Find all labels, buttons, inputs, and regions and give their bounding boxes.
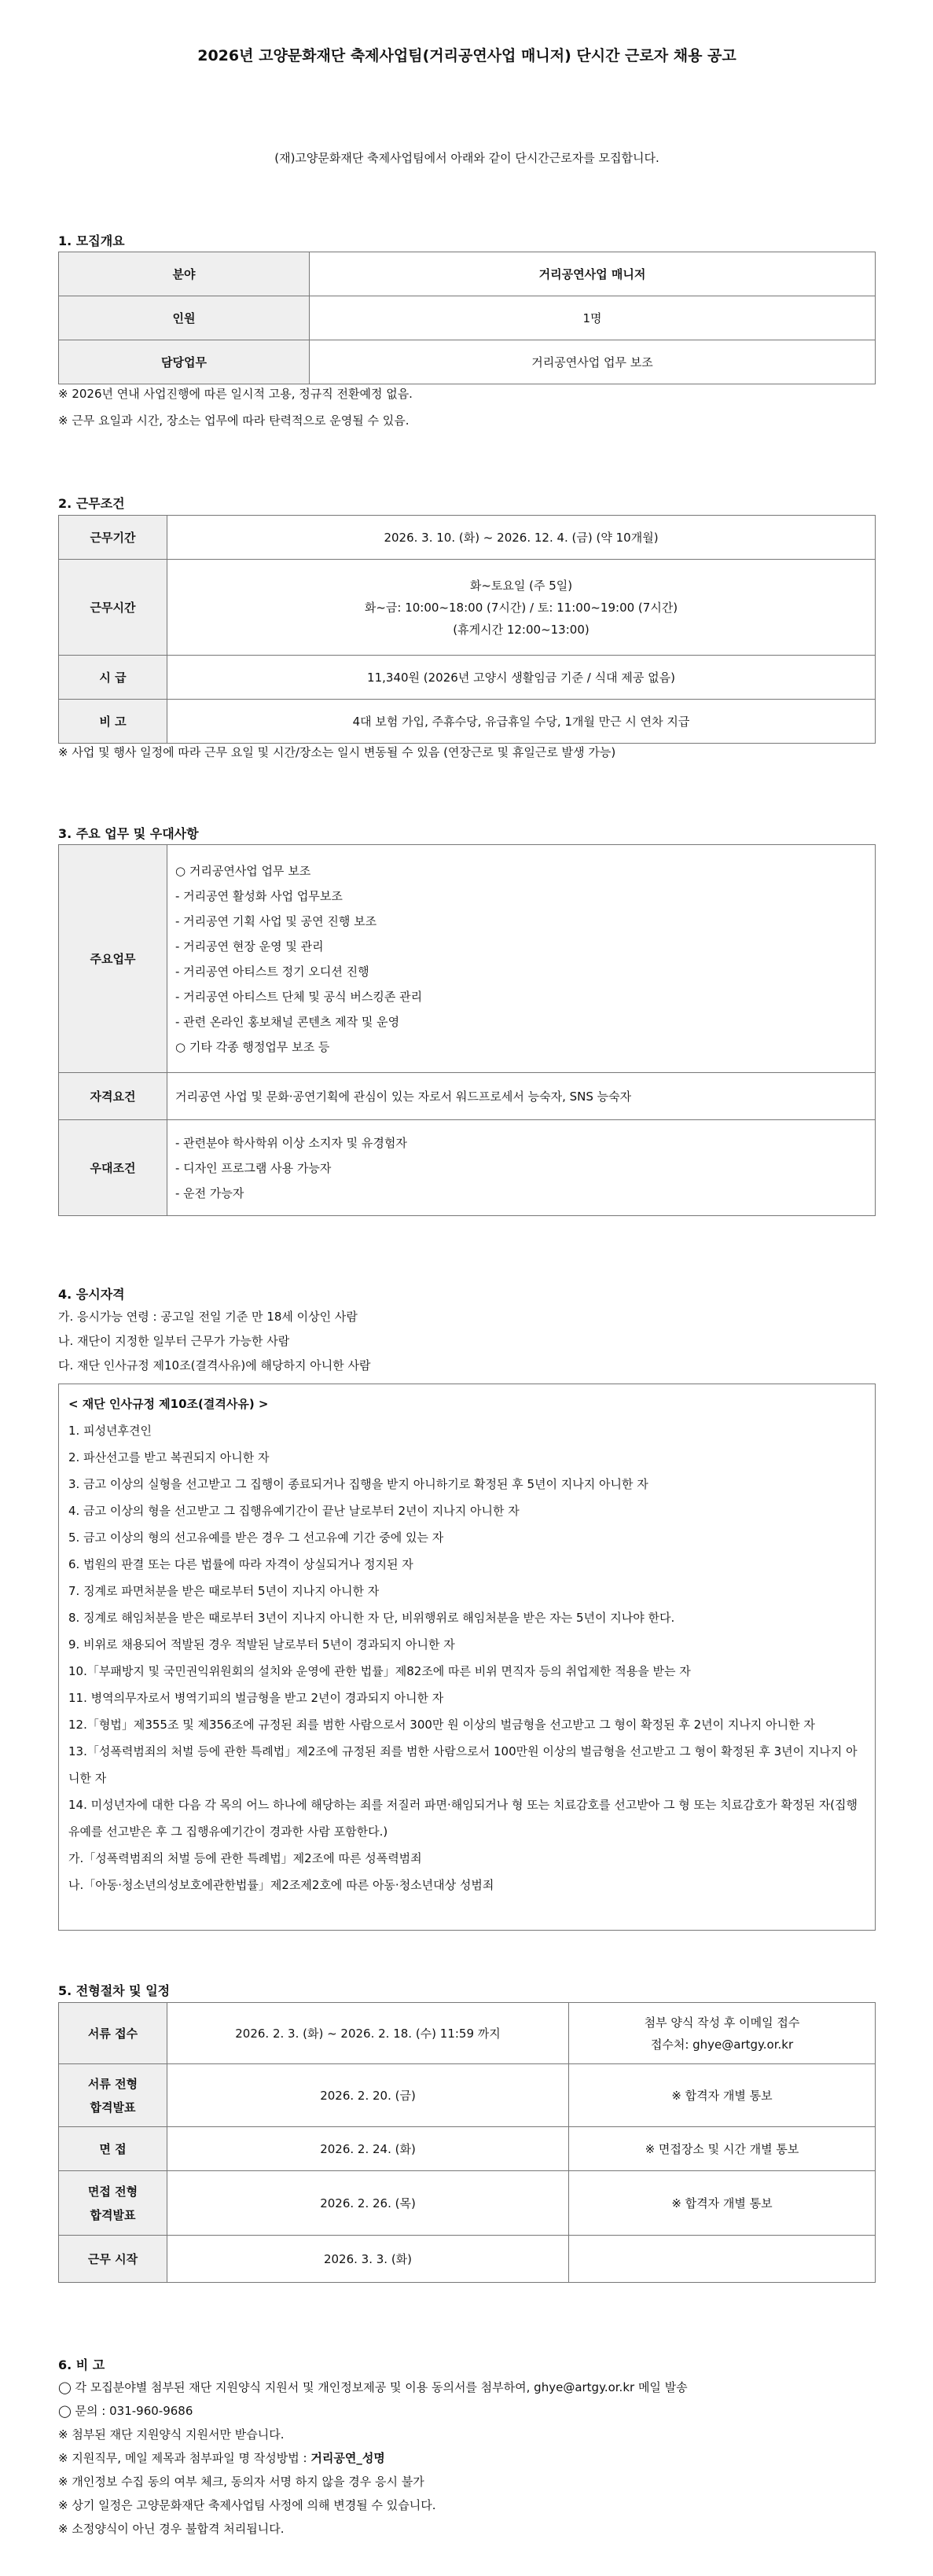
schedule-step-label: 면접 전형 bbox=[87, 2184, 138, 2199]
main-duty-list bbox=[167, 845, 876, 1073]
disqualification-item: 10.「부패방지 및 국민권익위원회의 설치와 운영에 관한 법률」제82조에 따른 비위 면직자 등의 취업제한 적용을 받는 자 bbox=[68, 1664, 691, 1678]
preference-list bbox=[167, 1120, 876, 1216]
disqualification-item: 13.「성폭력범죄의 처벌 등에 관한 특례법」제2조에 규정된 죄를 범한 사람으로서 100만원 이상의 벌금형을 선고받고 그 형이 확정된 후 3년이 지나지 아니한 자 bbox=[68, 1744, 858, 1785]
subject-format-value: 거리공연_성명 bbox=[310, 2451, 385, 2465]
disqualification-title: < 재단 인사규정 제10조(결격사유) > bbox=[68, 1397, 269, 1411]
duty-item: - 거리공연 현장 운영 및 관리 bbox=[175, 939, 324, 954]
eligibility-item: 나. 재단이 지정한 일부터 근무가 가능한 사람 bbox=[58, 1334, 290, 1348]
preference-item: - 관련분야 학사학위 이상 소지자 및 유경험자 bbox=[175, 1135, 407, 1150]
period-label: 근무기간 bbox=[59, 516, 167, 560]
schedule-note bbox=[569, 2171, 876, 2236]
preference-item: - 운전 가능자 bbox=[175, 1185, 244, 1200]
section-2-note: ※ 사업 및 행사 일정에 따라 근무 요일 및 시간/장소는 일시 변동될 수 있음 (연장근로 및 휴일근로 발생 가능) bbox=[58, 745, 616, 759]
schedule-date: 2026. 2. 3. (화) ~ 2026. 2. 18. (수) 11:59 까지 bbox=[167, 2003, 569, 2064]
remark-item: ※ 상기 일정은 고양문화재단 축제사업팀 사정에 의해 변경될 수 있습니다. bbox=[58, 2498, 436, 2512]
preference-label: 우대조건 bbox=[59, 1120, 167, 1216]
schedule-step-label: 합격발표 bbox=[90, 2100, 136, 2115]
eligibility-item: 가. 응시가능 연령 : 공고일 전일 기준 만 18세 이상인 사람 bbox=[58, 1310, 358, 1324]
headcount-label: 인원 bbox=[59, 296, 310, 340]
hours-value bbox=[167, 560, 876, 656]
duty-item: - 거리공연 아티스트 정기 오디션 진행 bbox=[175, 964, 369, 979]
schedule-note bbox=[569, 2003, 876, 2064]
schedule-note-line: 접수처: ghye@artgy.or.kr bbox=[650, 2037, 794, 2052]
section-6-heading: 6. 비 고 bbox=[58, 2357, 105, 2372]
disqualification-item: 나.「아동·청소년의성보호에관한법률」제2조제2호에 따른 아동·청소년대상 성범죄 bbox=[68, 1878, 494, 1892]
eligibility-item: 다. 재단 인사규정 제10조(결격사유)에 해당하지 아니한 사람 bbox=[58, 1358, 371, 1373]
disqualification-box bbox=[58, 1384, 876, 1931]
hours-label: 근무시간 bbox=[59, 560, 167, 656]
remark-item: ※ 첨부된 재단 지원양식 지원서만 받습니다. bbox=[58, 2427, 285, 2442]
disqualification-item: 6. 법원의 판결 또는 다른 법률에 따라 자격이 상실되거나 정지된 자 bbox=[68, 1557, 413, 1571]
hours-line: 화~금: 10:00~18:00 (7시간) / 토: 11:00~19:00 (7시간) bbox=[364, 600, 678, 615]
headcount-value: 1명 bbox=[310, 296, 876, 340]
wage-value: 11,340원 (2026년 고양시 생활임금 기준 / 식대 제공 없음) bbox=[167, 656, 876, 700]
schedule-note bbox=[569, 2236, 876, 2283]
section-3-heading: 3. 주요 업무 및 우대사항 bbox=[58, 826, 199, 841]
disqualification-item: 4. 금고 이상의 형을 선고받고 그 집행유예기간이 끝난 날로부터 2년이 지나지 아니한 자 bbox=[68, 1504, 520, 1518]
duty-item: ○ 거리공연사업 업무 보조 bbox=[175, 863, 311, 878]
section-4-heading: 4. 응시자격 bbox=[58, 1287, 125, 1302]
field-value: 거리공연사업 매니저 bbox=[310, 252, 876, 296]
remarks-list bbox=[58, 2376, 688, 2541]
schedule-step-label: 면 접 bbox=[99, 2142, 127, 2156]
schedule-step-label: 서류 전형 bbox=[87, 2076, 138, 2091]
schedule-note-line: ※ 면접장소 및 시간 개별 통보 bbox=[645, 2142, 799, 2156]
schedule-note bbox=[569, 2127, 876, 2171]
recruit-overview-table bbox=[58, 252, 876, 384]
wage-label: 시 급 bbox=[59, 656, 167, 700]
subject-format-prefix: ※ 지원직무, 메일 제목과 첨부파일 명 작성방법 : bbox=[58, 2451, 311, 2465]
page-title: 2026년 고양문화재단 축제사업팀(거리공연사업 매니저) 단시간 근로자 채용 공고 bbox=[197, 47, 736, 64]
hours-line: 화~토요일 (주 5일) bbox=[469, 578, 573, 593]
field-label: 분야 bbox=[59, 252, 310, 296]
etc-value: 4대 보험 가입, 주휴수당, 유급휴일 수당, 1개월 만근 시 연차 지급 bbox=[167, 700, 876, 744]
remark-item bbox=[58, 2446, 688, 2470]
schedule-note bbox=[569, 2064, 876, 2127]
intro-text: (재)고양문화재단 축제사업팀에서 아래와 같이 단시간근로자를 모집합니다. bbox=[274, 151, 659, 165]
remark-item: ※ 개인정보 수집 동의 여부 체크, 동의자 서명 하지 않을 경우 응시 불가 bbox=[58, 2475, 424, 2489]
schedule-step bbox=[59, 2064, 167, 2127]
schedule-date: 2026. 2. 24. (화) bbox=[167, 2127, 569, 2171]
remark-item: ◯ 문의 : 031-960-9686 bbox=[58, 2404, 193, 2418]
schedule-step bbox=[59, 2171, 167, 2236]
duty-item: ○ 기타 각종 행정업무 보조 등 bbox=[175, 1039, 330, 1054]
qualification-label: 자격요건 bbox=[59, 1073, 167, 1120]
schedule-date: 2026. 2. 20. (금) bbox=[167, 2064, 569, 2127]
note-line: ※ 2026년 연내 사업진행에 따른 일시적 고용, 정규직 전환예정 없음. bbox=[58, 387, 413, 401]
schedule-step bbox=[59, 2003, 167, 2064]
qualification-value: 거리공연 사업 및 문화·공연기획에 관심이 있는 자로서 워드프로세서 능숙자, SNS 능숙자 bbox=[167, 1073, 876, 1120]
disqualification-item: 11. 병역의무자로서 병역기피의 벌금형을 받고 2년이 경과되지 아니한 자 bbox=[68, 1691, 444, 1705]
period-value: 2026. 3. 10. (화) ~ 2026. 12. 4. (금) (약 10개월) bbox=[167, 516, 876, 560]
note-line: ※ 근무 요일과 시간, 장소는 업무에 따라 탄력적으로 운영될 수 있음. bbox=[58, 413, 410, 428]
schedule-step-label: 근무 시작 bbox=[87, 2252, 138, 2266]
disqualification-item: 8. 징계로 해임처분을 받은 때로부터 3년이 지나지 아니한 자 단, 비위행위로 해임처분을 받은 자는 5년이 지나야 한다. bbox=[68, 1611, 675, 1625]
section-1-heading: 1. 모집개요 bbox=[58, 233, 125, 248]
schedule-step-label: 합격발표 bbox=[90, 2207, 136, 2222]
schedule-note-line: 첨부 양식 작성 후 이메일 접수 bbox=[644, 2015, 800, 2030]
duty-item: - 거리공연 아티스트 단체 및 공식 버스킹존 관리 bbox=[175, 989, 423, 1004]
main-duty-label: 주요업무 bbox=[59, 845, 167, 1073]
schedule-date: 2026. 2. 26. (목) bbox=[167, 2171, 569, 2236]
schedule-step-label: 서류 접수 bbox=[87, 2026, 138, 2041]
disqualification-item: 12.「형법」제355조 및 제356조에 규정된 죄를 범한 사람으로서 300만 원 이상의 벌금형을 선고받고 그 형이 확정된 후 2년이 지나지 아니한 자 bbox=[68, 1718, 815, 1732]
duty-item: - 거리공연 기획 사업 및 공연 진행 보조 bbox=[175, 913, 377, 928]
schedule-note-line: ※ 합격자 개별 통보 bbox=[671, 2089, 773, 2103]
duty-item: - 거리공연 활성화 사업 업무보조 bbox=[175, 888, 343, 903]
section-1-notes bbox=[58, 385, 413, 430]
disqualification-item: 7. 징계로 파면처분을 받은 때로부터 5년이 지나지 아니한 자 bbox=[68, 1584, 380, 1598]
duty-item: - 관련 온라인 홍보채널 콘텐츠 제작 및 운영 bbox=[175, 1014, 400, 1029]
duties-table bbox=[58, 844, 876, 1216]
disqualification-item: 1. 피성년후견인 bbox=[68, 1424, 152, 1438]
schedule-note-line: ※ 합격자 개별 통보 bbox=[671, 2196, 773, 2210]
disqualification-item: 14. 미성년자에 대한 다음 각 목의 어느 하나에 해당하는 죄를 저질러 파면·해임되거나 형 또는 치료감호를 선고받아 그 형 또는 치료감호가 확정된 자(집행유예를 선고받은 후 그 집행유예기간이 경과한 사람 포함한다.) bbox=[68, 1798, 858, 1839]
etc-label: 비 고 bbox=[59, 700, 167, 744]
disqualification-item: 가.「성폭력범죄의 처벌 등에 관한 특례법」제2조에 따른 성폭력범죄 bbox=[68, 1851, 422, 1865]
disqualification-item: 2. 파산선고를 받고 복권되지 아니한 자 bbox=[68, 1450, 270, 1464]
duty-value: 거리공연사업 업무 보조 bbox=[310, 340, 876, 384]
preference-item: - 디자인 프로그램 사용 가능자 bbox=[175, 1160, 332, 1175]
schedule-step bbox=[59, 2127, 167, 2171]
disqualification-item: 5. 금고 이상의 형의 선고유예를 받은 경우 그 선고유예 기간 중에 있는 자 bbox=[68, 1531, 444, 1545]
work-conditions-table bbox=[58, 515, 876, 744]
schedule-date: 2026. 3. 3. (화) bbox=[167, 2236, 569, 2283]
disqualification-item: 3. 금고 이상의 실형을 선고받고 그 집행이 종료되거나 집행을 받지 아니하기로 확정된 후 5년이 지나지 아니한 자 bbox=[68, 1477, 648, 1491]
schedule-table bbox=[58, 2002, 876, 2283]
disqualification-item: 9. 비위로 채용되어 적발된 경우 적발된 날로부터 5년이 경과되지 아니한 자 bbox=[68, 1637, 455, 1652]
remark-item: ◯ 각 모집분야별 첨부된 재단 지원양식 지원서 및 개인정보제공 및 이용 동의서를 첨부하여, ghye@artgy.or.kr 메일 발송 bbox=[58, 2380, 688, 2394]
hours-line: (휴게시간 12:00~13:00) bbox=[453, 622, 590, 637]
section-2-heading: 2. 근무조건 bbox=[58, 496, 125, 511]
section-5-heading: 5. 전형절차 및 일정 bbox=[58, 1983, 171, 1998]
remark-item: ※ 소정양식이 아닌 경우 불합격 처리됩니다. bbox=[58, 2522, 285, 2536]
schedule-step bbox=[59, 2236, 167, 2283]
eligibility-list bbox=[58, 1305, 370, 1378]
duty-label: 담당업무 bbox=[59, 340, 310, 384]
